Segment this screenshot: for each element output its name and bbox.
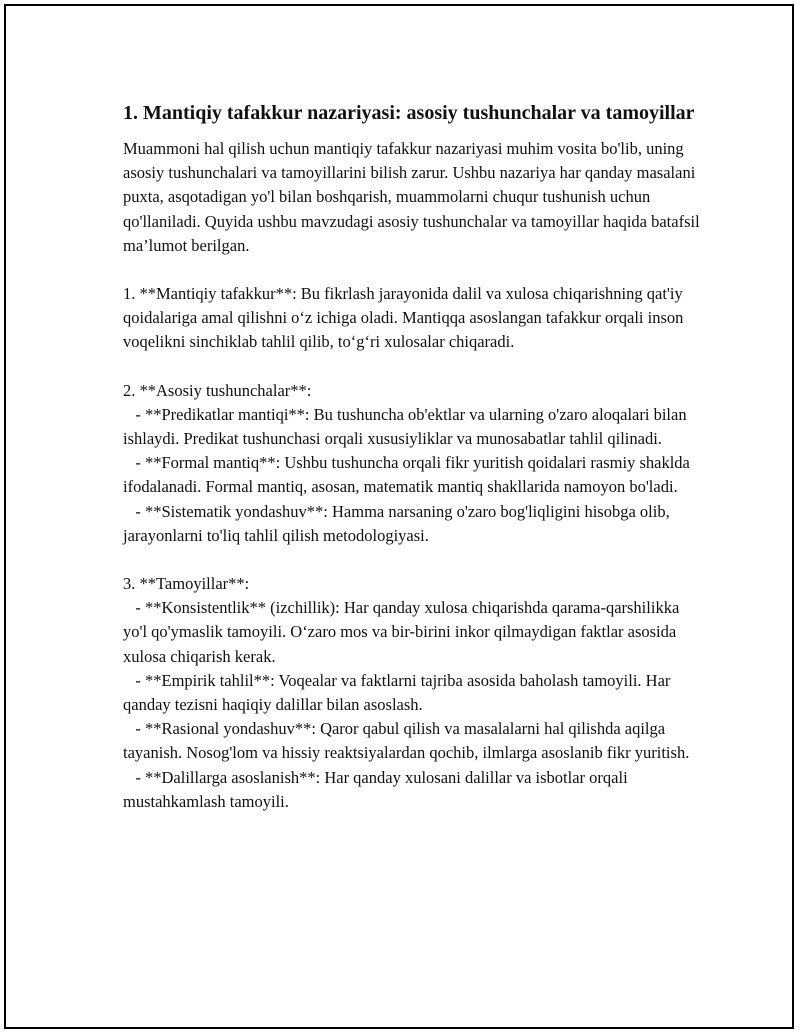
page-frame bbox=[4, 4, 794, 1029]
list-item-formal-mantiq: - **Formal mantiq**: Ushbu tushuncha orqali fikr yuritish qoidalari rasmiy shaklda ifodalanadi. Formal mantiq, asosan, matematik mantiq shakllarida namoyon bo'ladi. bbox=[123, 453, 694, 497]
section-2-heading: 2. **Asosiy tushunchalar**: bbox=[123, 380, 312, 400]
list-item-dalillarga-asoslanish: - **Dalillarga asoslanish**: Har qanday xulosani dalillar va isbotlar orqali mustahkamlash tamoyili. bbox=[123, 767, 632, 811]
document-content bbox=[123, 100, 703, 814]
section-asosiy-tushunchalar bbox=[123, 379, 703, 548]
section-mantiqiy-tafakkur bbox=[123, 282, 703, 355]
list-item-empirik-tahlil: - **Empirik tahlil**: Voqealar va faktlarni tajriba asosida baholash tamoyili. Har qanday tezisni haqiqiy dalillar bilan asoslash. bbox=[123, 670, 675, 715]
list-item-rasional-yondashuv: - **Rasional yondashuv**: Qaror qabul qilish va masalalarni hal qilishda aqilga tayanish. Nosog'lom va hissiy reaktsiyalardan qochib, ilmlarga asoslanib fikr yuritish. bbox=[123, 719, 690, 763]
section-tamoyillar bbox=[123, 572, 703, 814]
document-title: 1. Mantiqiy tafakkur nazariyasi: asosiy tushunchalar va tamoyillar bbox=[123, 102, 695, 124]
intro-paragraph: Muammoni hal qilish uchun mantiqiy tafakkur nazariyasi muhim vosita bo'lib, uning asosiy tushunchalari va tamoyillarini bilish zarur. Ushbu nazariya har qanday masalani puxta, asqotadigan yo'l bilan boshqarish, muammolarni chuqur tushunish uchun qo'llaniladi. Quyida ushbu mavzudagi asosiy tushunchalar va tamoyillar haqida batafsil ma’lumot berilgan. bbox=[123, 139, 700, 255]
list-item-konsistentlik: - **Konsistentlik** (izchillik): Har qanday xulosa chiqarishda qarama-qarshilikka yo'l qo'ymaslik tamoyili. O‘zaro mos va bir-birini inkor qilmaydigan faktlar asosida xulosa chiqarish kerak. bbox=[123, 598, 684, 666]
section-1-text: 1. **Mantiqiy tafakkur**: Bu fikrlash jarayonida dalil va xulosa chiqarishning qat'iy qoidalariga amal qilishni o‘z ichiga oladi. Mantiqqa asoslangan tafakkur orqali inson voqelikni sinchiklab tahlil qilib, to‘g‘ri xulosalar chiqaradi. bbox=[123, 284, 688, 352]
section-3-heading: 3. **Tamoyillar**: bbox=[123, 574, 250, 594]
list-item-sistematik-yondashuv: - **Sistematik yondashuv**: Hamma narsaning o'zaro bog'liqligini hisobga olib, jarayonlarni to'liq tahlil qilish metodologiyasi. bbox=[123, 501, 674, 545]
list-item-predikatlar-mantiqi: - **Predikatlar mantiqi**: Bu tushuncha ob'ektlar va ularning o'zaro aloqalari bilan ishlaydi. Predikat tushunchasi orqali xususiyliklar va munosabatlar tahlil qilinadi. bbox=[123, 404, 691, 449]
